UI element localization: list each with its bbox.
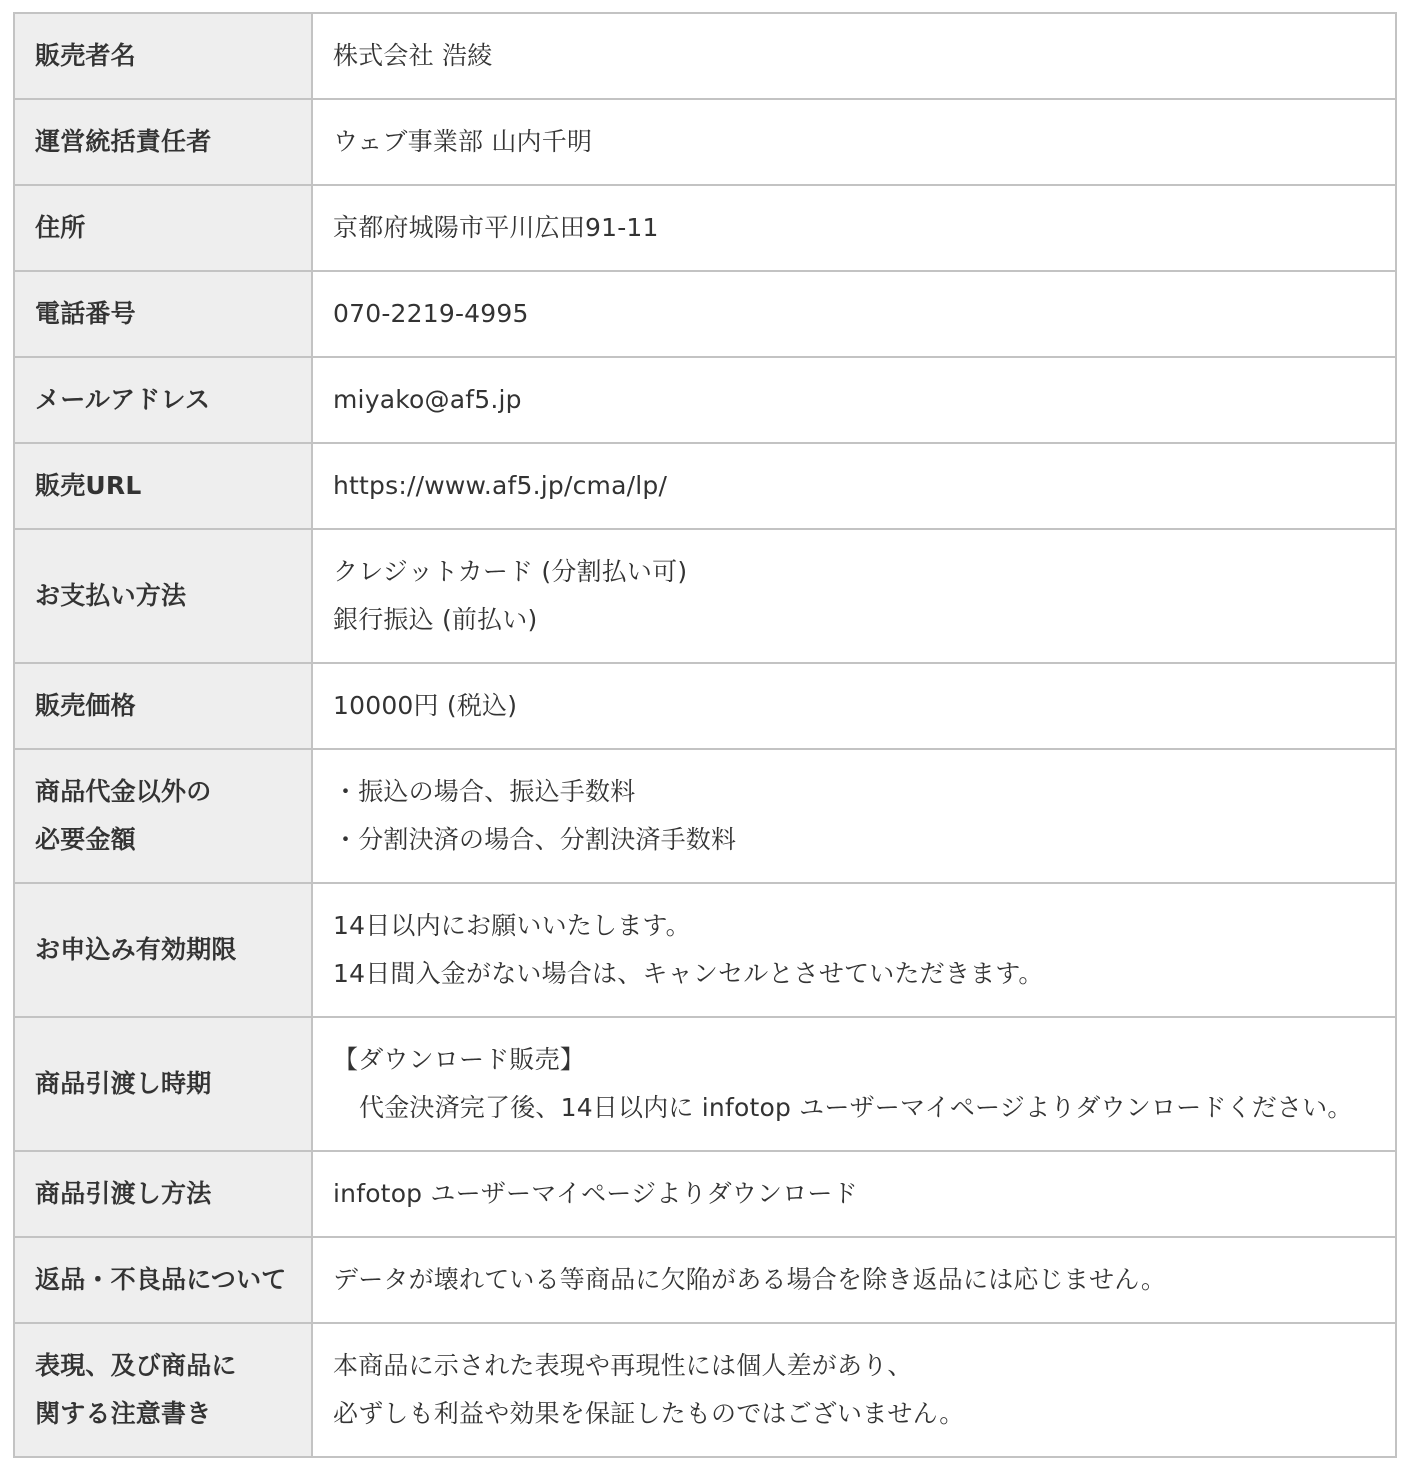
row-label bbox=[14, 1151, 312, 1237]
row-value-text: データが壊れている等商品に欠陥がある場合を除き返品には応じません。 bbox=[333, 1265, 1167, 1294]
row-value-line: ・分割決済の場合、分割決済手数料 bbox=[333, 825, 737, 854]
row-label bbox=[14, 185, 312, 271]
table-row-price bbox=[14, 663, 1396, 749]
row-label-text: 商品引渡し方法 bbox=[35, 1179, 212, 1208]
row-value-text: ウェブ事業部 山内千明 bbox=[333, 127, 593, 156]
row-label-line: 関する注意書き bbox=[35, 1399, 212, 1428]
row-value-text: 070-2219-4995 bbox=[333, 299, 529, 328]
row-label bbox=[14, 443, 312, 529]
row-label-text: 運営統括責任者 bbox=[35, 127, 212, 156]
row-value bbox=[312, 883, 1396, 1017]
row-label-text: 販売者名 bbox=[35, 41, 136, 70]
row-label bbox=[14, 663, 312, 749]
table-row-disclaimer bbox=[14, 1323, 1396, 1457]
table-row-application-deadline bbox=[14, 883, 1396, 1017]
row-label bbox=[14, 13, 312, 99]
row-label-line: 商品代金以外の bbox=[35, 777, 212, 806]
row-label-text: 販売価格 bbox=[35, 691, 136, 720]
table-row-address bbox=[14, 185, 1396, 271]
row-value-line: 必ずしも利益や効果を保証したものではございません。 bbox=[333, 1399, 965, 1428]
row-value bbox=[312, 357, 1396, 443]
row-label bbox=[14, 99, 312, 185]
row-value bbox=[312, 99, 1396, 185]
row-label-text: お申込み有効期限 bbox=[35, 935, 237, 964]
row-value-text: 株式会社 浩綾 bbox=[333, 41, 493, 70]
table-row-email bbox=[14, 357, 1396, 443]
table-row-delivery-method bbox=[14, 1151, 1396, 1237]
row-value bbox=[312, 1237, 1396, 1323]
table-row-seller-name bbox=[14, 13, 1396, 99]
row-label bbox=[14, 1017, 312, 1151]
table-row-sales-url bbox=[14, 443, 1396, 529]
row-label-text: 返品・不良品について bbox=[35, 1265, 287, 1294]
row-value-line: 銀行振込 (前払い) bbox=[333, 605, 538, 634]
row-value bbox=[312, 663, 1396, 749]
row-label bbox=[14, 883, 312, 1017]
row-label-text: 住所 bbox=[35, 213, 86, 242]
row-value-line: 【ダウンロード販売】 bbox=[333, 1045, 586, 1074]
row-label bbox=[14, 1237, 312, 1323]
row-label bbox=[14, 271, 312, 357]
row-label bbox=[14, 357, 312, 443]
row-value bbox=[312, 185, 1396, 271]
row-value-line: 本商品に示された表現や再現性には個人差があり、 bbox=[333, 1351, 913, 1380]
row-label-text: メールアドレス bbox=[35, 385, 211, 414]
row-value-line: 14日以内にお願いいたします。 bbox=[333, 911, 691, 940]
row-label-text: 商品引渡し時期 bbox=[35, 1069, 212, 1098]
table-row-additional-fees bbox=[14, 749, 1396, 883]
row-label bbox=[14, 529, 312, 663]
legal-notice-table bbox=[13, 12, 1397, 1458]
row-value bbox=[312, 749, 1396, 883]
table-row-phone bbox=[14, 271, 1396, 357]
row-label bbox=[14, 749, 312, 883]
row-value-text: 京都府城陽市平川広田91-11 bbox=[333, 213, 659, 242]
row-value bbox=[312, 271, 1396, 357]
row-label-line: 必要金額 bbox=[35, 825, 136, 854]
row-label-line: 表現、及び商品に bbox=[35, 1351, 237, 1380]
row-value-line: ・振込の場合、振込手数料 bbox=[333, 777, 636, 806]
row-value bbox=[312, 13, 1396, 99]
row-label-text: お支払い方法 bbox=[35, 581, 187, 610]
row-value-line: クレジットカード (分割払い可) bbox=[333, 557, 688, 586]
row-label-text: 電話番号 bbox=[35, 299, 136, 328]
table-row-manager bbox=[14, 99, 1396, 185]
row-value-text: 10000円 (税込) bbox=[333, 691, 518, 720]
row-label bbox=[14, 1323, 312, 1457]
sales-url-text: https://www.af5.jp/cma/lp/ bbox=[333, 471, 668, 500]
row-value bbox=[312, 1323, 1396, 1457]
table-row-payment-method bbox=[14, 529, 1396, 663]
table-row-delivery-timing bbox=[14, 1017, 1396, 1151]
row-label-text: 販売URL bbox=[35, 471, 142, 500]
row-value-line: 14日間入金がない場合は、キャンセルとさせていただきます。 bbox=[333, 959, 1044, 988]
table-row-returns bbox=[14, 1237, 1396, 1323]
row-value-line: 代金決済完了後、14日以内に infotop ユーザーマイページよりダウンロードください。 bbox=[359, 1093, 1353, 1122]
row-value bbox=[312, 1017, 1396, 1151]
row-value bbox=[312, 443, 1396, 529]
email-text: miyako@af5.jp bbox=[333, 385, 522, 414]
row-value bbox=[312, 529, 1396, 663]
row-value-text: infotop ユーザーマイページよりダウンロード bbox=[333, 1179, 858, 1208]
row-value bbox=[312, 1151, 1396, 1237]
